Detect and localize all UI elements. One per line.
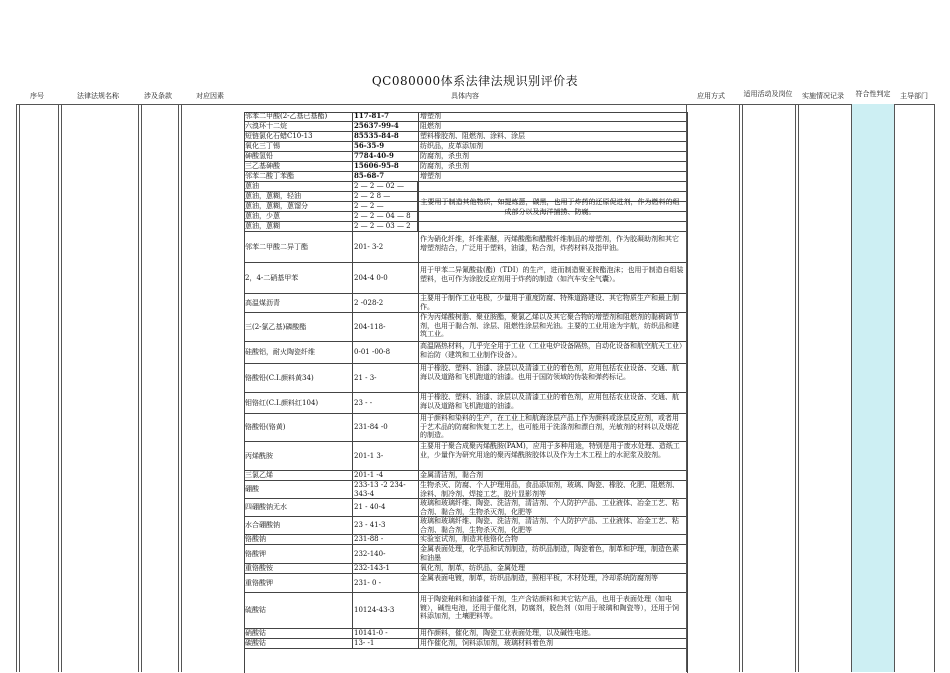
table-row (244, 471, 686, 481)
table-row (244, 393, 686, 414)
table-cell: 15606-95-8 (352, 162, 419, 171)
grid-line (739, 104, 740, 672)
table-cell: 作为丙烯酸树脂、聚亚胺酯，聚氯乙烯以及其它聚合物的增塑剂和阻燃剂的黏稠调节剂，也用于黏合剂、涂层、阻燃性涂层和光油。主要的工业用途为宇航，纺织品和建筑工业。 (420, 313, 679, 338)
table-cell: 21 - 3- (352, 364, 419, 392)
table-row (244, 517, 686, 535)
table-cell: 六溴环十二烷 (244, 122, 353, 131)
grid-line (58, 104, 59, 672)
table-cell: 0-01 -00-8 (352, 342, 419, 363)
table-cell: 7784-40-9 (352, 152, 419, 161)
table-cell: 2 — 2 — 04 — 8 (352, 212, 419, 221)
table-cell: 三(2-氯乙基)磷酸酯 (244, 313, 353, 341)
table-cell: 硝酸钴 (244, 629, 353, 638)
table-cell: 117-81-7 (352, 112, 419, 121)
table-cell: 砷酸氢铅 (244, 152, 353, 161)
table-cell: 阻燃剂 (420, 122, 441, 130)
table-cell: 204-118- (352, 313, 419, 341)
table-cell: 作为硝化纤维，纤维素醚，丙烯酸酯和醋酸纤维制品的增塑剂，作为胶凝助剂和其它增塑剂结合，广泛用于塑料，油漆，粘合剂，炸药材料及指甲油。 (420, 235, 679, 252)
table-cell: 四硼酸钠无水 (244, 499, 353, 516)
table-cell: 10141-0 - (352, 629, 419, 638)
header-content: 具体内容 (451, 92, 479, 100)
grid-line (934, 104, 935, 672)
grid-line (138, 104, 139, 672)
table-cell: 玻璃和玻璃纤维、陶瓷、洗洁剂，清洁剂、个人防护产品、工业液体、冶金工艺、粘合剂、黏合剂，生物杀灭剂，化肥等 (420, 517, 679, 534)
table-row (244, 629, 686, 639)
table-cell: 蒽油，少蒽 (244, 212, 353, 221)
header-conform: 符合性判定 (855, 90, 891, 98)
table-cell: 三氯乙烯 (244, 471, 353, 480)
table-cell: 防腐剂，杀虫剂 (420, 152, 469, 160)
table-row (244, 232, 686, 263)
table-cell: 防腐剂，杀虫剂 (420, 162, 469, 170)
table-cell: 用于陶瓷釉料和油漆催干剂，生产含钴颜料和其它钴产品，也用于表面处理（如电镀），碱性电池，还用于催化剂，防腐剂，脱色剂（如用于玻璃和陶瓷等），还用于饲料添加剂，土壤肥料等。 (420, 595, 679, 620)
page-title: QC080000体系法律法规识别评价表 (371, 74, 579, 88)
table-cell: 高温煤沥青 (244, 294, 353, 312)
table-cell: 232-140- (352, 545, 419, 563)
table-cell: 用于橡胶、塑料、油漆、涂层以及清漆工业的着色剂，应用包括农业设备、交通、航海以及道路和飞机跑道的油漆。 (420, 393, 679, 410)
table-row (244, 342, 686, 364)
table-cell: 25637-99-4 (352, 122, 419, 131)
table-cell: 204-4 0-0 (352, 263, 419, 293)
grid-line (795, 104, 796, 672)
table-cell: 铬酸钾 (244, 545, 353, 563)
table-cell: 2 — 2 — (352, 202, 419, 211)
table-row (244, 142, 686, 152)
header-clause: 涉及条款 (144, 92, 172, 100)
grid-line (798, 104, 799, 672)
table-row (244, 313, 686, 342)
table-cell: 氧化三丁锡 (244, 142, 353, 151)
table-row (244, 172, 686, 182)
table-cell: 蒽油，蒽糊 (244, 222, 353, 231)
table-cell: 201-1 -4 (352, 471, 419, 480)
table-row (244, 152, 686, 162)
table-cell: 碳酸钴 (244, 639, 353, 648)
table-cell: 主要用于聚合成聚丙烯酰胺(PAM)，应用于多种用途，特别是用于废水处理、造纸工业，少量作为研究用途的聚丙烯酰胺胶体以及作为土木工程上的水泥浆及胶剂。 (420, 442, 680, 459)
table-row (244, 574, 686, 593)
table-cell: 2 — 2 — 02 — (352, 182, 419, 191)
table-cell: 用作催化剂，饲料添加剂，玻璃材料着色剂 (420, 639, 553, 647)
table-cell: 13- -1 (352, 639, 419, 648)
table-cell: 铬酸铅(铬黄) (244, 414, 353, 441)
table-cell: 231- 0 - (352, 574, 419, 592)
grid-line (181, 104, 182, 672)
table-cell: 玻璃和玻璃纤维、陶瓷、洗洁剂，清洁剂、个人防护产品、工业液体、冶金工艺、粘合剂、黏合剂，生物杀灭剂，化肥等 (420, 499, 679, 516)
table-cell: 水合硼酸钠 (244, 517, 353, 534)
header-dept: 主导部门 (900, 92, 928, 100)
table-cell: 铬酸铅(C.I.颜料黄34) (244, 364, 353, 392)
grid-line (19, 104, 20, 672)
header-apply: 应用方式 (697, 92, 725, 100)
table-row (244, 122, 686, 132)
table-cell: 232-143-1 (352, 564, 419, 573)
table-cell: 重铬酸钾 (244, 574, 353, 592)
table-cell: 邻苯二酸丁苯酯 (244, 172, 353, 181)
table-row (244, 564, 686, 574)
table-cell: 2 -028-2 (352, 294, 419, 312)
table-cell: 蒽油，蒽糊，蒽馏分 (244, 202, 353, 211)
table-cell: 增塑剂 (420, 172, 441, 180)
table-row (244, 263, 686, 294)
table-cell: 231-84 -0 (352, 414, 419, 441)
table-cell: 生物杀灭、防腐、个人护理用品，食品添加剂，玻璃、陶瓷、橡胶、化肥、阻燃剂、涂料、制冷剂、焊接工艺，胶片显影剂等 (420, 481, 679, 498)
header-bottom-line (16, 104, 934, 105)
table-row (244, 442, 686, 471)
table-row (244, 294, 686, 313)
grid-line (141, 104, 142, 672)
header-record: 实施情况记录 (802, 92, 844, 100)
table-cell: 56-35-9 (352, 142, 419, 151)
grid-line (742, 104, 743, 672)
table-row (244, 535, 686, 545)
table-cell: 23 - - (352, 393, 419, 413)
table-cell: 21 - 40-4 (352, 499, 419, 516)
table-row (244, 162, 686, 172)
table-cell: 蒽油 (244, 182, 353, 191)
table-row (244, 112, 686, 122)
table-cell: 主要用于制作工业电极，少量用于重度防腐、特殊道路建设、其它物质生产和最上制作。 (420, 294, 679, 311)
conform-column-fill (851, 104, 895, 672)
table-cell: 85-68-7 (352, 172, 419, 181)
table-cell: 邻苯二甲酸(2-乙基已基酯) (244, 112, 353, 121)
grid-line (16, 104, 17, 672)
table-cell: 硫酸钴 (244, 593, 353, 628)
table-row (244, 481, 686, 499)
header-law-name: 法律法规名称 (77, 92, 119, 100)
table-cell: 用作颜料，催化剂，陶瓷工业表面处理，以及碱性电池。 (420, 629, 595, 637)
table-cell: 用于甲苯二异氰酸盐(酯)（TDI）的生产，进而制造聚亚胺酯泡沫；也用于制造自组装塑料，也可作为涂胶反应剂用于炸药的制造（如汽车安全气囊）。 (420, 266, 684, 283)
table-cell: 23 - 41-3 (352, 517, 419, 534)
table-cell: 233-13 -2 234-343-4 (352, 481, 419, 498)
table-cell: 重铬酸铵 (244, 564, 353, 573)
grid-line (61, 104, 62, 672)
table-cell: 铬酸钠 (244, 535, 353, 544)
merged-note: 主要用于制造其他物质，如提炼蒽，碳黑，也用于炸药的还原促进剂，作为燃料的组成部分以及海洋捕捞、防腐。 (420, 197, 680, 216)
table-cell: 邻苯二甲酸二异丁酯 (244, 232, 353, 262)
header-factor: 对应因素 (196, 92, 224, 100)
table-cell: 硅酸铝，耐火陶瓷纤维 (244, 342, 353, 363)
table-cell: 三乙基砷酸 (244, 162, 353, 171)
table-cell: 金属表面处理，化学品和试剂制造，纺织品制造，陶瓷着色，制革和护理，制造色素和油墨 (420, 545, 679, 562)
table-row (244, 414, 686, 442)
table-cell: 201- 3-2 (352, 232, 419, 262)
table-row (244, 364, 686, 393)
table-row (244, 499, 686, 517)
table-cell: 231-88 - (352, 535, 419, 544)
table-cell: 钼铬红(C.I.颜料红104) (244, 393, 353, 413)
table-cell: 金属清洁剂，黏合剂 (420, 471, 483, 479)
table-cell: 金属表面电镀，制革，纺织品制造，照相平板，木材处理，冷却系统防腐剂等 (420, 574, 658, 582)
table-cell: 纺织品，皮革添加剂 (420, 142, 483, 150)
table-cell: 增塑剂 (420, 112, 441, 120)
table-cell: 短链氯化石蜡C10-13 (244, 132, 353, 141)
table-cell: 塑料橡胶剂、阻燃剂、涂料、涂层 (420, 132, 525, 140)
table-cell: 丙烯酰胺 (244, 442, 353, 470)
table-row (244, 132, 686, 142)
table-row (244, 593, 686, 629)
table-row (244, 639, 686, 649)
table-cell: 2 — 2 8 — (352, 192, 419, 201)
grid-line (417, 182, 418, 232)
table-cell: 2，4-二硝基甲苯 (244, 263, 353, 293)
table-cell: 高温隔热材料，几乎完全用于工业（工业电炉设备隔热，自动化设备和航空航天工业）和治防（建筑和工业制作设备）。 (420, 342, 683, 359)
table-cell: 用于颜料和染料的生产，在工业上和航海涂层产品上作为颜料或涂层反应剂，或者用于艺术品的防腐和恢复工艺上，也可能用于洗涤剂和漂白剂，光敏剂的材料以及烟花的制造。 (420, 414, 679, 439)
table-cell: 85535-84-8 (352, 132, 419, 141)
table-cell: 蒽油，蒽糊，轻油 (244, 192, 353, 201)
table-cell: 10124-43-3 (352, 593, 419, 628)
header-activity: 适用活动及岗位 (743, 90, 793, 98)
table-cell: 2 — 2 — 03 — 2 (352, 222, 419, 231)
table-cell: 实验室试剂，制造其他铬化合物 (420, 535, 518, 543)
table-cell: 硼酸 (244, 481, 353, 498)
header-seq: 序号 (30, 92, 44, 100)
table-row (244, 545, 686, 564)
table-cell: 氧化剂，制革，纺织品，金属处理 (420, 564, 525, 572)
table-cell: 用于橡胶、塑料、油漆、涂层以及清漆工业的着色剂，应用包括农业设备、交通、航海以及道路和飞机跑道的油漆。也用于国防领域的伪装和弹药标记。 (420, 364, 679, 381)
table-cell: 201-1 3- (352, 442, 419, 470)
grid-line (178, 104, 179, 672)
